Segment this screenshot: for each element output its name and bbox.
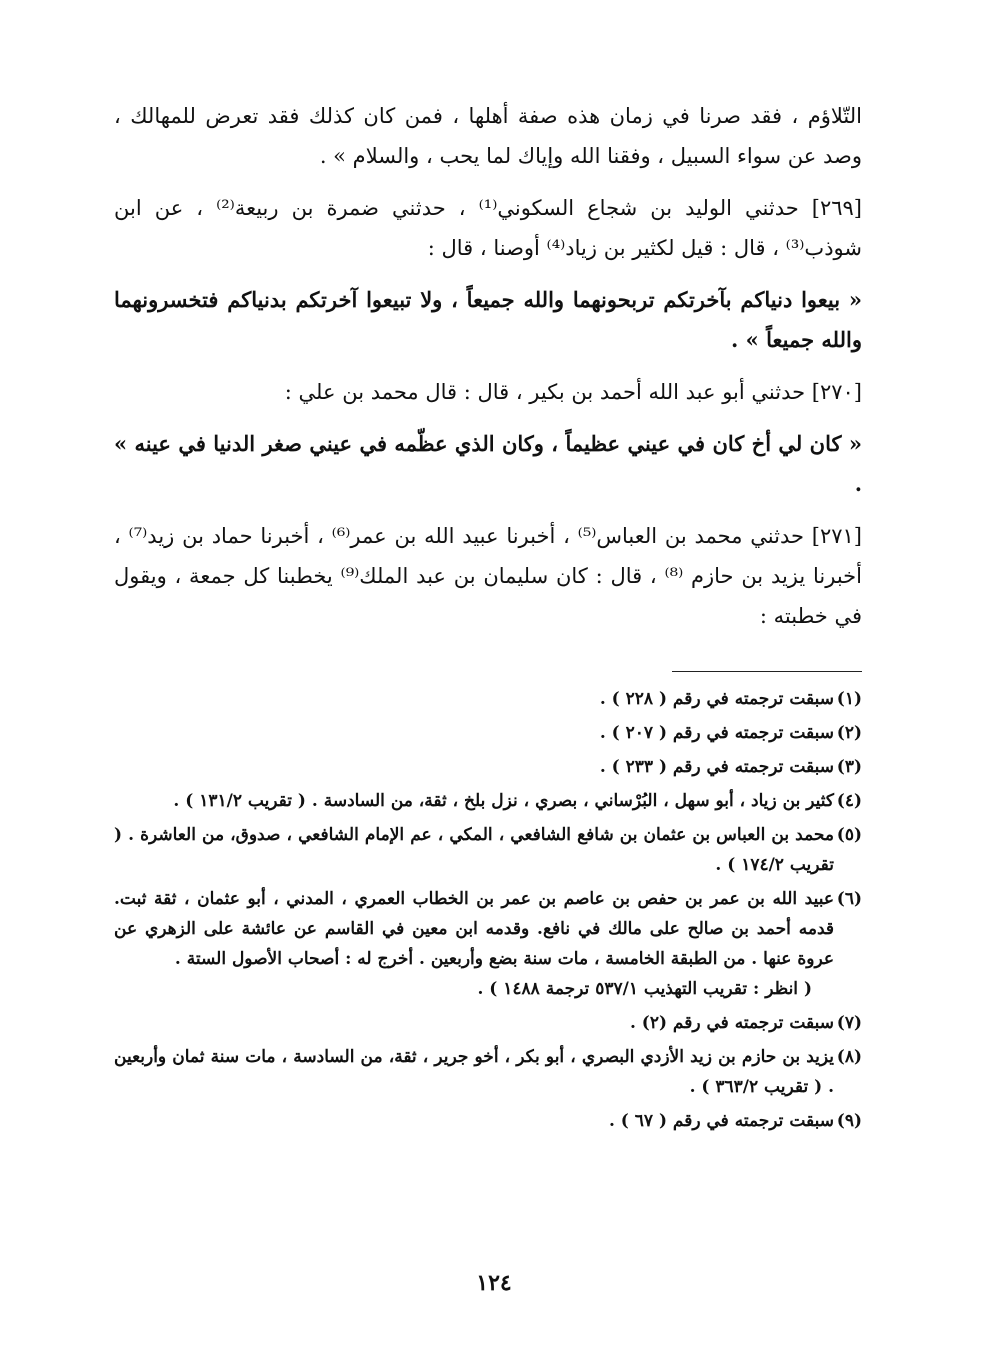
footnote — [114, 1042, 862, 1102]
footnote-number: (١) — [836, 689, 862, 709]
footnote — [114, 820, 862, 880]
footnote — [114, 752, 862, 782]
footnote — [114, 718, 862, 748]
footnote-number: (٩) — [836, 1111, 862, 1131]
footnote-text: سبقت ترجمته في رقم ( ٢٣٣ ) . — [599, 757, 834, 777]
footnotes — [114, 684, 862, 1140]
footnote — [114, 1106, 862, 1136]
footnote — [114, 884, 862, 1004]
footnote-number: (٢) — [836, 723, 862, 743]
paragraph-271: [٢٧١] حدثني محمد بن العباس⁽⁵⁾ ، أخبرنا عبيد الله بن عمر⁽⁶⁾ ، أخبرنا حماد بن زيد⁽⁷⁾ ، أخبرنا يزيد بن حازم ⁽⁸⁾ ، قال : كان سليمان بن عبد الملك⁽⁹⁾ يخطبنا كل جمعة ، ويقول في خطبته : — [114, 524, 863, 628]
page-number: ١٢٤ — [476, 1270, 512, 1296]
footnote-text: سبقت ترجمته في رقم ( ٢٠٧ ) . — [599, 723, 834, 743]
footnote-text: سبقت ترجمته في رقم ( ٢٢٨ ) . — [599, 689, 834, 709]
footnote-text: سبقت ترجمته في رقم ( ٦٧ ) . — [608, 1111, 834, 1131]
footnote-number: (٨) — [836, 1047, 862, 1067]
paragraph-269-quote: « بيعوا دنياكم بآخرتكم تربحونهما والله جميعاً ، ولا تبيعوا آخرتكم بدنياكم فتخسرونهما والله جميعاً » . — [114, 287, 862, 352]
footnote — [114, 1008, 862, 1038]
footnote-number: (٧) — [836, 1013, 862, 1033]
footnote-text: عبيد الله بن عمر بن حفص بن عاصم بن عمر بن الخطاب العمري ، المدني ، أبو عثمان ، ثقة ثبت. قدمه أحمد بن صالح على مالك في نافع. وقدمه ابن معين في القاسم عن عائشة على الزهري عن عروة عنها . من الطبقة الخامسة ، مات سنة بضع وأربعين . أخرج له : أصحاب الأصول الستة . — [114, 889, 834, 969]
footnote-number: (٦) — [836, 889, 862, 909]
paragraph-270: [٢٧٠] حدثني أبو عبد الله أحمد بن بكير ، قال : قال محمد بن علي : — [284, 380, 862, 404]
paragraph-270-quote: « كان لي أخ كان في عيني عظيماً ، وكان الذي عظّمه في عيني صغر الدنيا في عينه » . — [114, 431, 862, 496]
footnote-number: (٥) — [836, 825, 862, 845]
main-text — [114, 96, 862, 648]
footnote — [114, 684, 862, 714]
footnote — [114, 786, 862, 816]
footnote-text: كثير بن زياد ، أبو سهل ، البُرْساني ، بصري ، نزل بلخ ، ثقة، من السادسة . ( تقريب ١٣١/٢ ) . — [173, 791, 834, 811]
paragraph-269: [٢٦٩] حدثني الوليد بن شجاع السكوني⁽¹⁾ ، حدثني ضمرة بن ربيعة⁽²⁾ ، عن ابن شوذب⁽³⁾ ، قال : قيل لكثير بن زياد⁽⁴⁾ أوصنا ، قال : — [114, 196, 862, 260]
footnote-subnote: ( انظر : تقريب التهذيب ٥٣٧/١ ترجمة ١٤٨٨ ) . — [477, 979, 812, 999]
footnote-divider — [672, 671, 862, 672]
footnote-text: سبقت ترجمته في رقم (٢) . — [629, 1013, 834, 1033]
footnote-text: محمد بن العباس بن عثمان بن شافع الشافعي ، المكي ، عم الإمام الشافعي ، صدوق، من العاشرة . ( تقريب ١٧٤/٢ ) . — [114, 825, 834, 875]
footnote-text: يزيد بن حازم بن زيد الأزدي البصري ، أبو بكر ، أخو جرير ، ثقة، من السادسة ، مات سنة ثمان وأربعين . ( تقريب ٣٦٣/٢ ) . — [114, 1047, 834, 1097]
footnote-number: (٣) — [836, 757, 862, 777]
paragraph-continuation: التّلاؤم ، فقد صرنا في زمان هذه صفة أهلها ، فمن كان كذلك فقد تعرض للمهالك ، وصد عن سواء السبيل ، وفقنا الله وإياك لما يحب ، والسلام » . — [114, 104, 862, 168]
footnote-number: (٤) — [836, 791, 862, 811]
